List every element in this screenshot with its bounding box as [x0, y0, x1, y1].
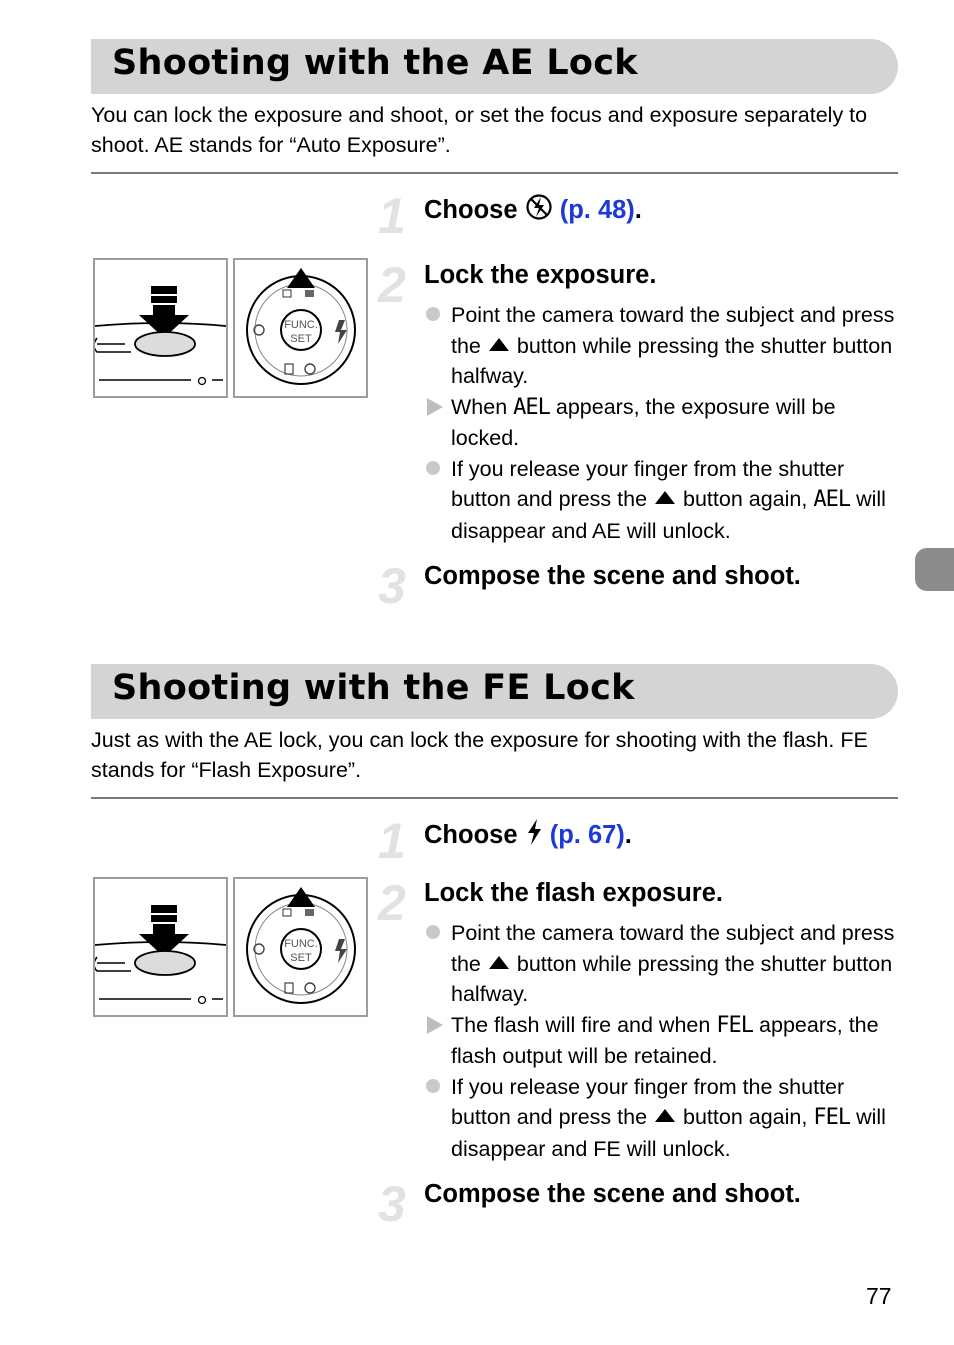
ae-step1-page-link[interactable]: (p. 48): [559, 196, 635, 224]
fe-b3-post: will disappear and FE will unlock.: [451, 1105, 886, 1161]
fe-step1-period: .: [624, 821, 632, 849]
fe-step2-title: Lock the flash exposure.: [424, 879, 724, 907]
fe-step3-number: 3: [378, 1176, 406, 1232]
fe-control-dial-illustration: [233, 877, 368, 1017]
ae-step3-title: Compose the scene and shoot.: [424, 562, 801, 590]
ae-b1-post: button while pressing the shutter button halfway.: [451, 333, 893, 388]
fe-step3-title: Compose the scene and shoot.: [424, 1180, 801, 1208]
ae-intro: You can lock the exposure and shoot, or set the focus and exposure separately to shoot. AE stands for “Auto Exposure”.: [91, 103, 868, 157]
fe-step2-number: 2: [378, 875, 406, 931]
list-item: [424, 454, 904, 547]
ae-b2-pre: When: [451, 394, 508, 419]
ae-step2-number: 2: [378, 257, 406, 313]
dial-set-label: SET: [290, 952, 312, 964]
ae-step1-period: .: [634, 196, 642, 224]
ae-step1-title: [424, 193, 642, 228]
ae-step3-number: 3: [378, 558, 406, 614]
ae-divider: [91, 172, 898, 174]
fe-b3-pre: If you release your finger from the shutter button and press the: [451, 1074, 845, 1129]
dial-func-label: FUNC.: [284, 319, 318, 331]
fe-section-title: Shooting with the FE Lock: [112, 668, 635, 708]
dial-set-label: SET: [290, 333, 312, 345]
no-flash-icon: [525, 193, 553, 228]
ae-section-title: Shooting with the AE Lock: [112, 43, 638, 83]
ae-shutter-illustration: [93, 258, 228, 398]
list-item: [424, 1010, 904, 1072]
fe-shutter-illustration: [93, 877, 228, 1017]
fe-divider: [91, 797, 898, 799]
list-item: [424, 300, 904, 392]
fe-b2-post: appears, the flash output will be retained.: [451, 1012, 879, 1068]
up-button-icon: [489, 338, 509, 351]
fe-b2-pre: The flash will fire and when: [451, 1012, 711, 1037]
chapter-tab: [915, 548, 954, 591]
ae-b3-post: will disappear and AE will unlock.: [451, 487, 886, 543]
fe-section-header: [91, 664, 898, 719]
up-button-icon: [655, 491, 675, 504]
fe-step1-text: Choose: [424, 821, 518, 849]
fe-intro: Just as with the AE lock, you can lock the exposure for shooting with the flash. FE stands for “Flash Exposure”.: [91, 728, 868, 782]
up-button-icon: [655, 1109, 675, 1122]
ae-b3-mid: button again,: [683, 487, 808, 511]
page-number: 77: [866, 1283, 892, 1309]
flash-icon: [525, 818, 543, 853]
fel-icon: FEL: [716, 1012, 754, 1038]
list-item: [424, 392, 904, 454]
fe-step1-number: 1: [378, 813, 406, 869]
ae-step1-number: 1: [378, 188, 406, 244]
ae-step2-title: Lock the exposure.: [424, 261, 657, 289]
ael-icon: AEL: [813, 487, 851, 512]
ae-b1-pre: Point the camera toward the subject and press the: [451, 303, 895, 358]
fel-icon: FEL: [813, 1105, 851, 1130]
ae-b3-pre: If you release your finger from the shutter button and press the: [451, 456, 845, 511]
ae-section-header: [91, 39, 898, 94]
list-item: [424, 918, 904, 1010]
ae-step1-text: Choose: [424, 196, 518, 224]
ae-step2-bullets: [424, 300, 904, 546]
fe-b1-pre: Point the camera toward the subject and press the: [451, 921, 895, 976]
list-item: [424, 1072, 904, 1165]
ae-b2-post: appears, the exposure will be locked.: [451, 394, 836, 450]
fe-step1-page-link[interactable]: (p. 67): [549, 821, 625, 849]
dial-func-label: FUNC.: [284, 938, 318, 950]
fe-b3-mid: button again,: [683, 1105, 808, 1129]
fe-b1-post: button while pressing the shutter button halfway.: [451, 951, 893, 1006]
fe-step1-title: [424, 818, 632, 853]
fe-step2-bullets: [424, 918, 904, 1164]
ael-icon: AEL: [513, 394, 550, 420]
ae-control-dial-illustration: [233, 258, 368, 398]
up-button-icon: [489, 956, 509, 969]
